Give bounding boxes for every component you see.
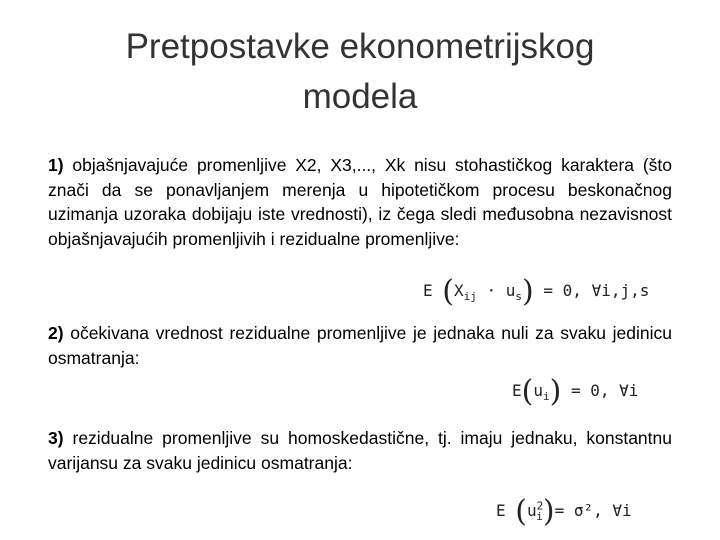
formula-op: · u: [476, 281, 516, 300]
title-line-1: Pretpostavke ekonometrijskog: [125, 27, 595, 66]
formula-e: E: [512, 381, 522, 400]
formula-paren: (: [521, 374, 534, 409]
formula-paren: (: [515, 494, 527, 529]
formula-paren: (: [442, 274, 454, 309]
formula-var: X: [454, 281, 464, 300]
formula-sub: s: [515, 290, 523, 304]
item-number: 1): [48, 155, 64, 175]
formula-paren: ): [549, 374, 562, 409]
formula-e: E: [423, 281, 433, 300]
item-number: 3): [48, 428, 64, 448]
formula-sub: i: [543, 390, 550, 404]
item-number: 2): [48, 323, 64, 343]
formula-var: u: [533, 381, 543, 400]
item-text: rezidualne promenljive su homoskedastične, tj. imaju jednaku, konstantnu varijansu za svaku jedinicu osmatranja:: [48, 428, 672, 473]
formula-var: u: [527, 501, 537, 520]
formula-sup: 2: [536, 499, 544, 513]
formula-rhs: = 0, ∀i: [570, 381, 639, 400]
item-text: objašnjavajuće promenljive X2, X3,..., Xk nisu stohastičkog karaktera (što znači da se ponavljanjem merenja u hipotetičkom procesu beskonačnog uzimanja uzoraka dobijaju iste vrednosti), iz čega sledi međusobna nezavisnost objašnjavajućih promenljivih i rezidualne promenljive:: [48, 155, 672, 249]
formula-sub: i: [536, 510, 543, 524]
formula-sub: ij: [463, 290, 477, 304]
formula-e: E: [496, 501, 506, 520]
formula-paren: ): [542, 494, 555, 529]
assumption-3: [48, 426, 672, 475]
formula-paren: ): [522, 274, 534, 309]
formula-rhs: = 0, ∀i,j,s: [543, 281, 650, 300]
formula-2: [512, 374, 638, 409]
formula-rhs: = σ², ∀i: [554, 501, 632, 520]
formula-1: [423, 274, 649, 309]
item-text: očekivana vrednost rezidualne promenljive je jednaka nuli za svaku jedinicu osmatranja:: [48, 323, 672, 368]
assumption-1: [48, 153, 672, 251]
title-line-2: modela: [302, 77, 418, 116]
slide-title: [40, 22, 680, 122]
assumption-2: [48, 321, 672, 370]
formula-3: [496, 494, 632, 529]
